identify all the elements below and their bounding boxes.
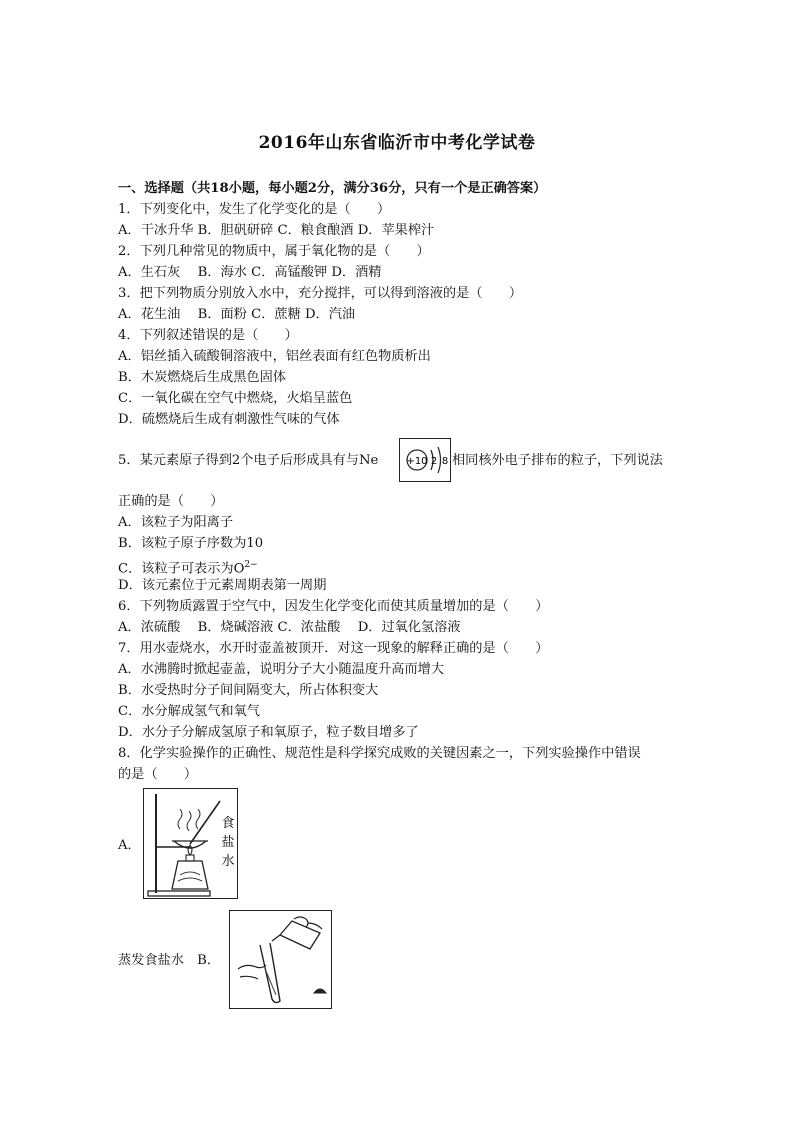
q1-stem: 1．下列变化中，发生了化学变化的是（ ） <box>118 202 391 217</box>
q5-option-a: A．该粒子为阳离子 <box>118 515 234 530</box>
q5-option-c <box>118 557 258 577</box>
q4-option-d: D．硫燃烧后生成有刺激性气味的气体 <box>118 412 340 427</box>
evaporation-apparatus-figure <box>143 788 238 899</box>
q4-option-c: C．一氧化碳在空气中燃烧，火焰呈蓝色 <box>118 391 353 406</box>
nucleus-charge: +10 <box>406 456 428 467</box>
svg-text:8: 8 <box>441 456 449 467</box>
q4-stem: 4．下列叙述错误的是（ ） <box>118 328 298 343</box>
q5-option-b: B．该粒子原子序数为10 <box>118 536 264 551</box>
q8-stem-cont: 的是（ ） <box>118 767 198 782</box>
first-shell-electrons: 2 <box>430 456 438 467</box>
q5-option-c-text: C．该粒子可表示为O <box>118 561 245 577</box>
page-title: 2016年山东省临沂市中考化学试卷 <box>258 133 536 153</box>
q6-options: A．浓硫酸 B．烧碱溶液 C．浓盐酸 D．过氧化氢溶液 <box>118 620 461 635</box>
q5-option-d: D．该元素位于元素周期表第一周期 <box>118 578 327 593</box>
fig-a-char-1: 食 <box>221 816 235 831</box>
q6-stem: 6．下列物质露置于空气中，因发生化学变化而使其质量增加的是（ ） <box>118 599 549 614</box>
q8-option-b-label: B． <box>197 953 221 968</box>
q1-options: A．干冰升华 B．胆矾研碎 C．粮食酿酒 D．苹果榨汁 <box>118 223 435 238</box>
q7-option-c: C．水分解成氢气和氧气 <box>118 704 260 719</box>
q5-stem-after: 相同核外电子排布的粒子，下列说法 <box>452 453 663 468</box>
q4-option-b: B．木炭燃烧后生成黑色固体 <box>118 370 286 385</box>
q5-option-c-charge: 2− <box>244 560 258 570</box>
pouring-liquid-figure <box>229 910 332 1009</box>
q8-option-a-caption <box>118 953 220 969</box>
q2-options: A．生石灰 B．海水 C．高锰酸钾 D．酒精 <box>118 265 382 280</box>
q8-option-a-label: A． <box>118 838 141 853</box>
q5-stem-before: 5．某元素原子得到2个电子后形成具有与Ne <box>118 453 379 468</box>
fig-a-char-3: 水 <box>221 854 235 869</box>
q2-stem: 2．下列几种常见的物质中，属于氧化物的是（ ） <box>118 244 430 259</box>
q7-option-a: A．水沸腾时掀起壶盖，说明分子大小随温度升高而增大 <box>118 662 445 677</box>
q3-stem: 3．把下列物质分别放入水中，充分搅拌，可以得到溶液的是（ ） <box>118 286 523 301</box>
q7-option-d: D．水分子分解成氢原子和氧原子，粒子数目增多了 <box>118 725 419 740</box>
fig-a-char-2: 盐 <box>221 835 235 850</box>
q5-stem-cont: 正确的是（ ） <box>118 494 224 509</box>
q4-option-a: A．铝丝插入硫酸铜溶液中，铝丝表面有红色物质析出 <box>118 349 431 364</box>
q8-stem: 8．化学实验操作的正确性、规范性是科学探究成败的关键因素之一，下列实验操作中错误 <box>118 746 641 761</box>
ne-atom-structure-diagram <box>399 438 451 482</box>
q3-options: A．花生油 B．面粉 C．蔗糖 D．汽油 <box>118 307 356 322</box>
q7-option-b: B．水受热时分子间间隔变大，所占体积变大 <box>118 683 379 698</box>
q7-stem: 7．用水壶烧水，水开时壶盖被顶开．对这一现象的解释正确的是（ ） <box>118 641 549 656</box>
section-heading: 一、选择题（共18小题，每小题2分，满分36分，只有一个是正确答案） <box>118 181 547 196</box>
q8-option-a-caption-text: 蒸发食盐水 <box>118 953 184 968</box>
